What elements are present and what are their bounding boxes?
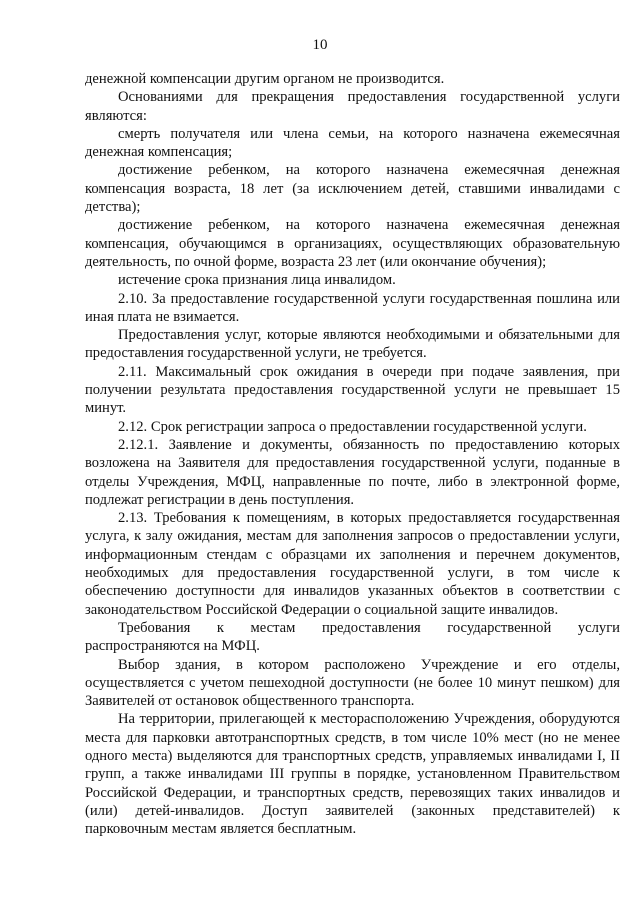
- page-number: 10: [312, 37, 328, 53]
- paragraph: Требования к местам предоставления государственной услуги распространяются на МФЦ.: [85, 619, 620, 655]
- paragraph: достижение ребенком, на которого назначена ежемесячная денежная компенсация, обучающимся в организациях, осуществляющих образовательную деятельность, по очной форме, возраста 23 лет (или окончание обучения);: [85, 217, 620, 270]
- paragraph: Основаниями для прекращения предоставления государственной услуги являются:: [85, 89, 620, 124]
- document-body: [85, 70, 620, 838]
- paragraph: смерть получателя или члена семьи, на которого назначена ежемесячная денежная компенсация;: [85, 125, 620, 161]
- paragraph: Выбор здания, в котором расположено Учреждение и его отделы, осуществляется с учетом пешеходной доступности (не более 10 минут пешком) для Заявителей от остановок общественного транспорта.: [85, 656, 620, 710]
- paragraph: 2.12. Срок регистрации запроса о предоставлении государственной услуги.: [118, 418, 587, 435]
- paragraph: 2.10. За предоставление государственной услуги государственная пошлина или иная плата не взимается.: [85, 290, 620, 325]
- paragraph: 2.12.1. Заявление и документы, обязанность по предоставлению которых возложена на Заявителя для предоставления государственной услуги, поданные в отделы Учреждения, МФЦ, направленные по почте, либо в электронной форме, подлежат регистрации в день поступления.: [85, 436, 620, 508]
- paragraph: 2.13. Требования к помещениям, в которых предоставляется государственная услуга, к залу ожидания, местам для заполнения запросов о предоставлении услуги, информационным стендам с образцами их заполнения и перечнем документов, необходимых для предоставления государственной услуги, в том числе к обеспечению доступности для инвалидов указанных объектов в соответствии с законодательством Российской Федерации о социальной защите инвалидов.: [85, 510, 620, 618]
- paragraph: достижение ребенком, на которого назначена ежемесячная денежная компенсация возраста, 18 лет (за исключением детей, ставшими инвалидами с детства);: [85, 162, 620, 216]
- paragraph: Предоставления услуг, которые являются необходимыми и обязательными для предоставления государственной услуги, не требуется.: [85, 327, 620, 362]
- paragraph: денежной компенсации другим органом не производится.: [85, 71, 445, 87]
- paragraph: 2.11. Максимальный срок ожидания в очереди при подаче заявления, при получении результата предоставления государственной услуги не превышает 15 минут.: [85, 363, 620, 417]
- paragraph: На территории, прилегающей к месторасположению Учреждения, оборудуются места для парковки автотранспортных средств, в том числе 10% мест (но не менее одного места) выделяются для транспортных средств, управляемых инвалидами I, II групп, а также инвалидами III группы в порядке, установленном Правительством Российской Федерации, и транспортных средств, перевозящих таких инвалидов и (или) детей-инвалидов. Доступ заявителей (законных представителей) к парковочным местам является бесплатным.: [85, 711, 620, 838]
- paragraph: истечение срока признания лица инвалидом.: [118, 272, 396, 289]
